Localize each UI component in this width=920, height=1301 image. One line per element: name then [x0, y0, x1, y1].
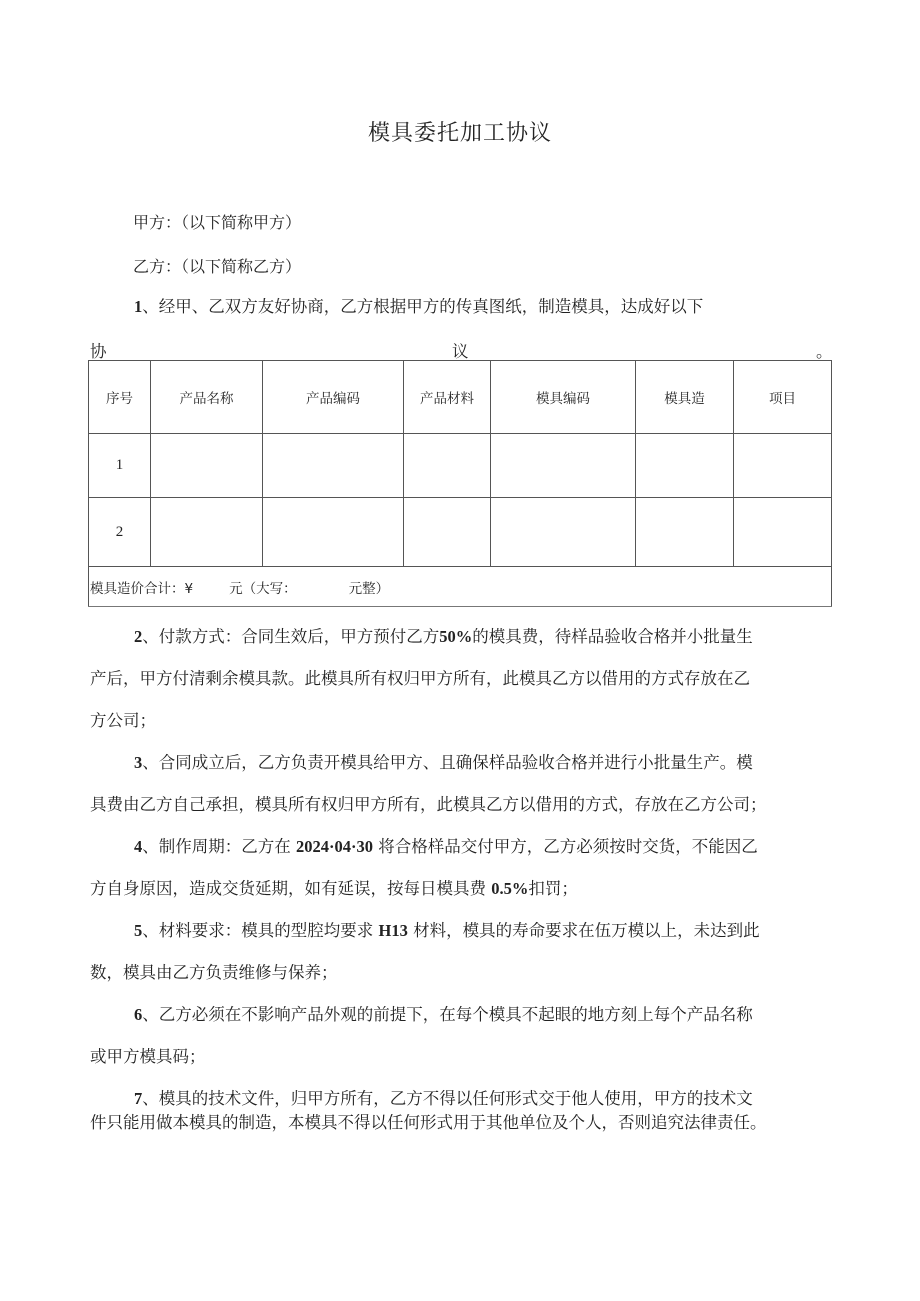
clause-text: 、制作周期：乙方在 [142, 837, 291, 856]
clause-1 [90, 293, 832, 335]
clause-6-line-1 [90, 1001, 832, 1043]
clause-6 [90, 1001, 832, 1085]
clause-7 [90, 1088, 832, 1136]
total-cell [89, 567, 832, 607]
bold-value: H13 [378, 921, 408, 940]
clause-2-line-1 [90, 623, 832, 665]
header-index: 序号 [89, 361, 151, 434]
clause-number: 4 [134, 837, 143, 856]
clause-text: 的模具费，待样品验收合格并小批量生 [472, 627, 753, 646]
clause-4 [90, 833, 832, 917]
total-suffix: 元整） [348, 580, 390, 597]
clause-text: 扣罚； [528, 879, 578, 898]
clause-2-line-3: 方公司； [90, 711, 156, 730]
header-product-material: 产品材料 [404, 361, 491, 434]
document-title: 模具委托加工协议 [367, 121, 552, 146]
cell-product-code [263, 498, 404, 567]
table-total-row [89, 567, 832, 607]
clause-1-line-1 [90, 293, 832, 335]
party-a-line: 甲方：（以下简称甲方） [133, 213, 302, 232]
mold-table [88, 360, 832, 607]
party-b-line: 乙方：（以下简称乙方） [133, 257, 302, 276]
cell-product-name [151, 498, 263, 567]
clause-4-line-1 [90, 833, 832, 875]
clause-2-line-2: 产后，甲方付清剩余模具款。此模具所有权归甲方所有，此模具乙方以借用的方式存放在乙 [90, 669, 750, 688]
clause-text: 材料，模具的寿命要求在伍万模以上，未达到此 [413, 921, 760, 940]
table-row [89, 498, 832, 567]
header-product-code: 产品编码 [263, 361, 404, 434]
clause-3 [90, 749, 832, 833]
clause-6-line-2: 或甲方模具码； [90, 1047, 206, 1066]
total-label: 模具造价合计：¥ [90, 580, 194, 597]
clause-text: 、经甲、乙双方友好协商，乙方根据甲方的传真图纸，制造模具，达成好以下 [142, 297, 704, 316]
clause-text: 、合同成立后，乙方负责开模具给甲方、且确保样品验收合格并进行小批量生产。模 [142, 753, 753, 772]
cell-mold-code [491, 434, 636, 498]
table-row [89, 434, 832, 498]
clause-number: 3 [134, 753, 143, 772]
clause-text: 、付款方式：合同生效后，甲方预付乙方 [142, 627, 440, 646]
clause-number: 7 [134, 1089, 143, 1108]
clause-text: 、乙方必须在不影响产品外观的前提下，在每个模具不起眼的地方刻上每个产品名称 [142, 1005, 753, 1024]
clause-5-line-2: 数，模具由乙方负责维修与保养； [90, 963, 338, 982]
clause-number: 5 [134, 921, 143, 940]
bold-date: 2024·04·30 [296, 837, 374, 856]
cell-product-code [263, 434, 404, 498]
cell-mold-cost [636, 498, 734, 567]
clause-7-line-1 [90, 1088, 832, 1112]
bold-value: 0.5% [491, 879, 529, 898]
row-index: 1 [89, 434, 151, 498]
clause-text: 将合格样品交付甲方，乙方必须按时交货，不能因乙 [378, 837, 758, 856]
clause-text: 方自身原因，造成交货延期，如有延误，按每日模具费 [90, 879, 486, 898]
cell-item [734, 434, 832, 498]
cell-mold-cost [636, 434, 734, 498]
clause-2 [90, 623, 832, 749]
clause-3-line-1 [90, 749, 832, 791]
clause-3-line-2: 具费由乙方自己承担，模具所有权归甲方所有，此模具乙方以借用的方式，存放在乙方公司； [90, 795, 767, 814]
row-index: 2 [89, 498, 151, 567]
header-item: 项目 [734, 361, 832, 434]
clause-number: 2 [134, 627, 143, 646]
total-unit: 元（大写： [229, 580, 297, 597]
cell-mold-code [491, 498, 636, 567]
justified-char: 。 [816, 342, 833, 361]
clause-number: 6 [134, 1005, 143, 1024]
header-mold-cost: 模具造 [636, 361, 734, 434]
cell-product-name [151, 434, 263, 498]
header-product-name: 产品名称 [151, 361, 263, 434]
cell-product-material [404, 498, 491, 567]
bold-value: 50% [439, 627, 473, 646]
header-mold-code: 模具编码 [491, 361, 636, 434]
clause-number: 1 [134, 297, 143, 316]
clause-7-line-2: 件只能用做本模具的制造，本模具不得以任何形式用于其他单位及个人，否则追究法律责任。 [90, 1113, 767, 1132]
justified-char: 协 [90, 342, 107, 361]
clause-1-line-2 [90, 338, 832, 360]
justified-char: 议 [452, 342, 469, 361]
cell-item [734, 498, 832, 567]
table-header-row [89, 361, 832, 434]
clause-text: 、材料要求：模具的型腔均要求 [142, 921, 374, 940]
clause-5 [90, 917, 832, 1001]
clause-text: 、模具的技术文件，归甲方所有，乙方不得以任何形式交于他人使用，甲方的技术文 [142, 1089, 753, 1108]
clause-5-line-1 [90, 917, 832, 959]
clause-4-line-2 [90, 875, 832, 917]
cell-product-material [404, 434, 491, 498]
